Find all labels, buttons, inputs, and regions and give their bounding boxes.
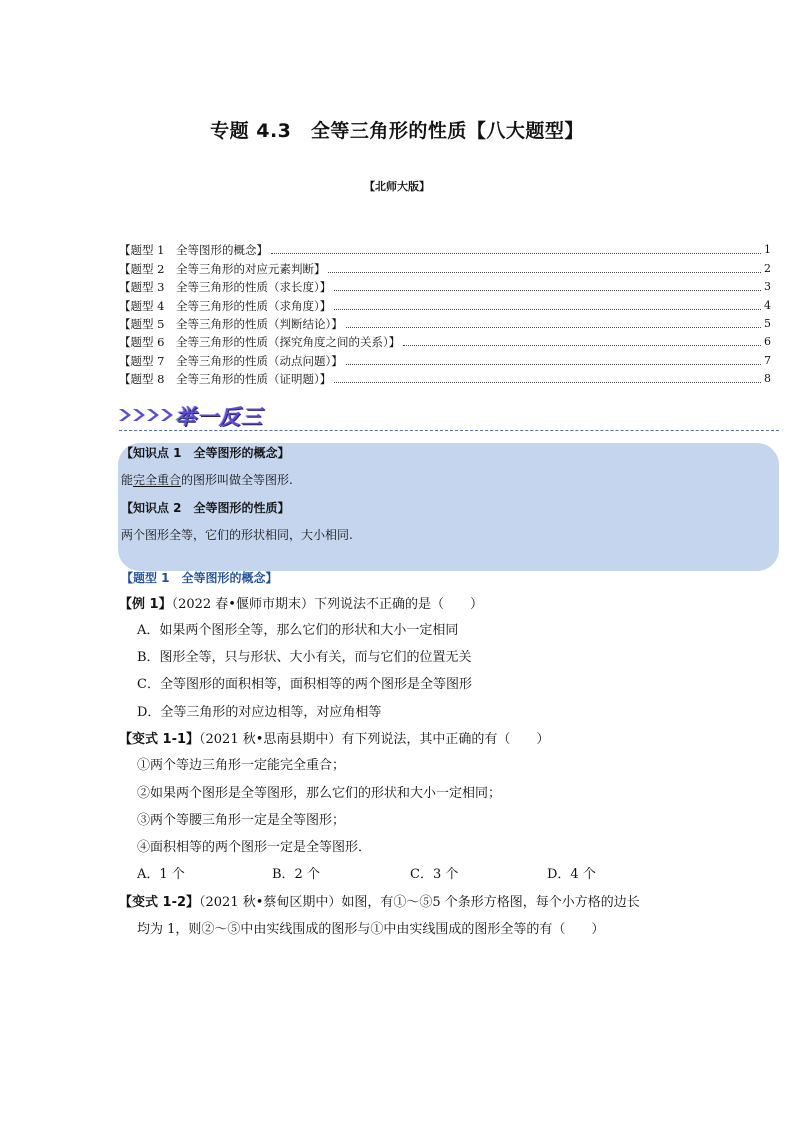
edition-label: 【北师大版】: [364, 180, 430, 193]
variant-1-1-option-a[interactable]: A．1 个: [137, 867, 185, 882]
toc-leader-dots: [271, 252, 761, 254]
toc-label: 【题型 2 全等三角形的对应元素判断】: [119, 261, 326, 276]
toc-entry[interactable]: [119, 331, 771, 349]
toc-leader-dots: [403, 344, 761, 346]
toc-entry[interactable]: [119, 313, 771, 331]
variant-1-1-statement: ②如果两个图形是全等图形，那么它们的形状和大小一定相同；: [137, 786, 502, 801]
knowledge-point-2-text: 两个图形全等，它们的形状相同，大小相同.: [121, 528, 353, 542]
variant-1-2-stem: [119, 891, 640, 910]
k1-text-underlined: 完全重合: [133, 473, 182, 487]
toc-page-number: 4: [764, 298, 771, 312]
knowledge-point-1-title: 【知识点 1 全等图形的概念】: [121, 446, 290, 460]
example-stem-text: （2022 春•偃师市期末）下列说法不正确的是（ ）: [171, 597, 483, 612]
toc-entry[interactable]: [119, 349, 771, 367]
toc-page-number: 7: [764, 353, 771, 367]
toc-page-number: 8: [764, 372, 771, 386]
k1-text-pre: 能: [121, 473, 134, 487]
toc-label: 【题型 7 全等三角形的性质（动点问题）】: [119, 353, 343, 368]
variant-1-1-statement: ③两个等腰三角形一定是全等图形；: [137, 813, 346, 828]
toc-label: 【题型 3 全等三角形的性质（求长度）】: [119, 280, 332, 295]
example-label: 【例 1】: [119, 597, 172, 612]
toc-page-number: 6: [764, 335, 771, 349]
variant-stem-text: （2021 秋•思南县期中）有下列说法，其中正确的有（ ）: [199, 732, 550, 747]
toc-page-number: 5: [764, 316, 771, 330]
section-banner: [119, 400, 439, 430]
variant-1-1-stem: [119, 728, 549, 747]
toc-entry[interactable]: [119, 239, 771, 257]
toc-label: 【题型 4 全等三角形的性质（求角度）】: [119, 298, 332, 313]
example-1-option-a[interactable]: A．如果两个图形全等，那么它们的形状和大小一定相同: [137, 623, 459, 638]
toc-page-number: 1: [764, 243, 771, 257]
toc-leader-dots: [334, 289, 761, 291]
toc-leader-dots: [346, 363, 761, 365]
example-1-option-d[interactable]: D．全等三角形的对应边相等，对应角相等: [137, 705, 382, 720]
variant-1-1-statement: ④面积相等的两个图形一定是全等图形．: [137, 840, 372, 855]
variant-1-1-option-b[interactable]: B．2 个: [272, 867, 320, 882]
banner-divider: [119, 430, 779, 431]
variant-1-1-option-c[interactable]: C．3 个: [410, 867, 459, 882]
knowledge-point-1-text: [121, 471, 293, 488]
knowledge-point-2-title: 【知识点 2 全等图形的性质】: [121, 501, 290, 515]
variant-label: 【变式 1-2】: [119, 895, 200, 910]
variant-stem-text: （2021 秋•蔡甸区期中）如图，有①～⑤5 个条形方格图，每个小方格的边长: [199, 895, 640, 910]
triple-chevron-icon: [119, 407, 173, 423]
document-title: 专题 4.3 全等三角形的性质【八大题型】: [210, 120, 584, 142]
table-of-contents: [119, 239, 771, 386]
variant-1-1-option-d[interactable]: D．4 个: [547, 867, 596, 882]
variant-1-2-stem-line-2: 均为 1，则②～⑤中由实线围成的图形与①中由实线围成的图形全等的有（ ）: [137, 922, 605, 937]
section-heading: 【题型 1 全等图形的概念】: [121, 571, 278, 585]
banner-title: 举一反三: [175, 405, 263, 429]
example-1-stem: [119, 593, 483, 612]
toc-leader-dots: [334, 381, 761, 383]
example-1-option-b[interactable]: B．图形全等，只与形状、大小有关，而与它们的位置无关: [137, 650, 472, 665]
toc-label: 【题型 1 全等图形的概念】: [119, 243, 268, 258]
variant-label: 【变式 1-1】: [119, 732, 200, 747]
toc-leader-dots: [328, 271, 761, 273]
toc-label: 【题型 8 全等三角形的性质（证明题）】: [119, 372, 332, 387]
toc-leader-dots: [334, 308, 761, 310]
toc-entry[interactable]: [119, 294, 771, 312]
toc-leader-dots: [346, 326, 761, 328]
toc-entry[interactable]: [119, 368, 771, 386]
toc-label: 【题型 5 全等三角形的性质（判断结论）】: [119, 316, 343, 331]
k1-text-post: 的图形叫做全等图形.: [181, 473, 293, 487]
variant-1-1-statement: ①两个等边三角形一定能完全重合；: [137, 758, 346, 773]
toc-entry[interactable]: [119, 257, 771, 275]
toc-label: 【题型 6 全等三角形的性质（探究角度之间的关系）】: [119, 335, 401, 350]
example-1-option-c[interactable]: C．全等图形的面积相等，面积相等的两个图形是全等图形: [137, 677, 472, 692]
toc-page-number: 2: [764, 261, 771, 275]
toc-page-number: 3: [764, 280, 771, 294]
toc-entry[interactable]: [119, 276, 771, 294]
